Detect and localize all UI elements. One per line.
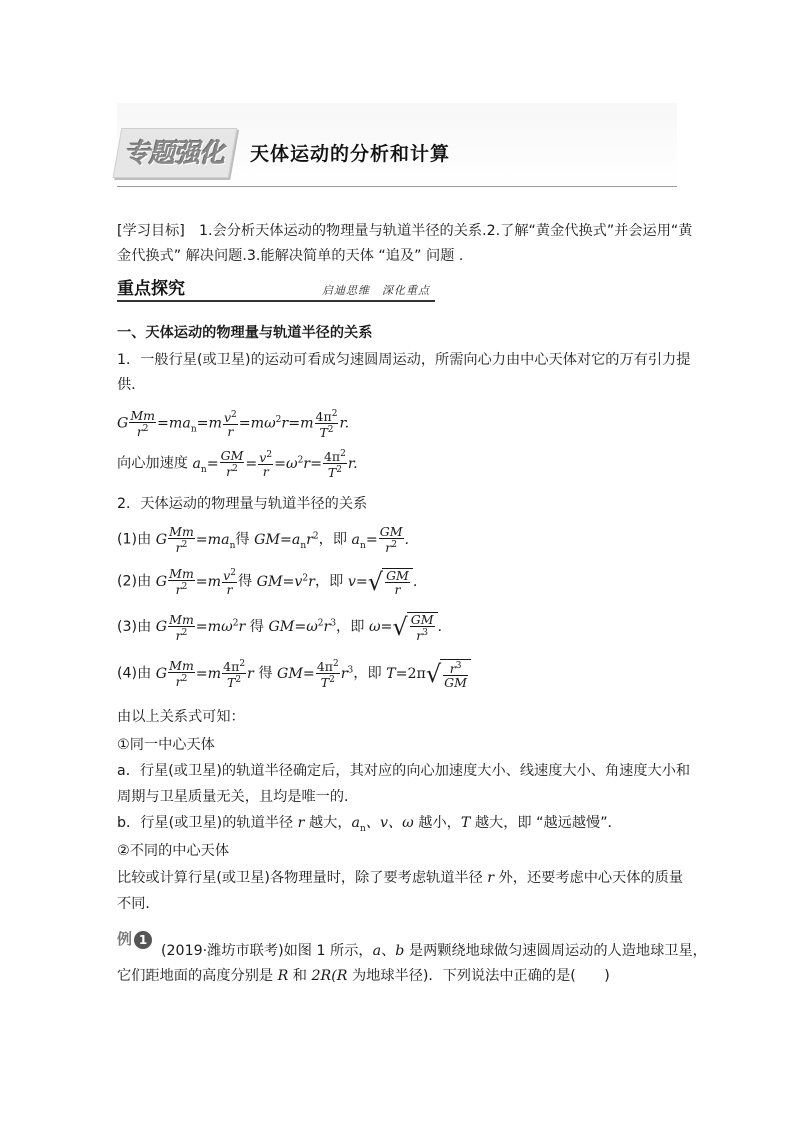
case-2-heading: ②不同的中心天体 [117, 843, 230, 859]
equation-gravitation: G $\frac{Mm}{r^2}$ $=ma_n=m$ $\frac{v^2}{r}$ $=m\omega^2r=m$ $\frac{4\pi^2}{T^2}$ r. [117, 408, 350, 441]
header-rule [117, 186, 677, 187]
example-number-badge: 1 [134, 931, 152, 949]
case-1-a-line1: a．行星(或卫星)的轨道半径确定后，其对应的向心加速度大小、线速度大小、角速度大小和 [117, 763, 691, 779]
objectives-line-1: [学习目标] 1.会分析天体运动的物理量与轨道半径的关系.2.了解“黄金代换式”并会运用“黄 [117, 223, 693, 239]
relation-2-mid: 得 [237, 573, 253, 590]
relation-1-mid: 得 [235, 531, 250, 548]
accel-label: 向心加速度 [117, 455, 188, 472]
case-2-line1-end: 外，还要考虑中心天体的质量 [498, 870, 684, 886]
case-2-line1: 比较或计算行星(或卫星)各物理量时，除了要考虑轨道半径 r 外，还要考虑中心天体的质量 [117, 870, 684, 886]
relation-1-prefix: (1)由 [117, 531, 152, 548]
case-2-line1-pre: 比较或计算行星(或卫星)各物理量时，除了要考虑轨道半径 [117, 870, 483, 886]
case-1-heading: ①同一中心天体 [117, 737, 215, 753]
example-label-text: 例 [117, 930, 133, 948]
case-2-line2: 不同． [117, 896, 160, 912]
part1-p1-line2: 供． [117, 377, 146, 393]
example-line2-pre: 它们距地面的高度分别是 [117, 968, 274, 984]
conclusion-intro: 由以上关系式可知： [117, 709, 245, 725]
case-1-b: b．行星(或卫星)的轨道半径 r 越大，$a_n$、v、ω 越小，T 越大，即 “越远越慢”． [117, 815, 622, 834]
relation-2: (2)由 G $\frac{Mm}{r^2}$ =m $\frac{v^2}{r}$ 得 $GM=v^2r$，即 v=√ $\frac{GM}{r}$ . [117, 566, 418, 598]
example-line1-end: 是两颗绕地球做匀速圆周运动的人造地球卫星， [408, 943, 707, 959]
case-1-b-mid2: 越小， [418, 815, 461, 831]
section-rule [117, 300, 435, 302]
example-line2-mid2: 为地球半径)．下列说法中正确的是( ) [351, 968, 610, 984]
case-1-b-end: 越大，即 “越远越慢”． [474, 815, 622, 831]
section-tag: 启迪思维 深化重点 [322, 284, 430, 297]
relation-3: (3)由 G $\frac{Mm}{r^2}$ $=m\omega^2r$ 得 $GM=\omega^2r^3$，即 ω=√ $\frac{GM}{r^3}$ . [117, 611, 443, 644]
objectives-line-2: 金代换式” 解决问题.3.能解决简单的天体 “追及” 问题 . [117, 248, 464, 264]
example-line1: (2019·潍坊市联考)如图 1 所示，a、b 是两颗绕地球做匀速圆周运动的人造地球卫星， [161, 943, 707, 959]
relation-3-then: ，即 [336, 619, 365, 636]
section-title: 重点探究 [117, 279, 185, 299]
equation-acceleration: 向心加速度 $a_n=$ $\frac{GM}{r^2}$ = $\frac{v^2}{r}$ $=\omega^2r=$ $\frac{4\pi^2}{T^2}$ r. [117, 448, 358, 481]
relation-3-prefix: (3)由 [117, 619, 152, 636]
relation-1: (1)由 G $\frac{Mm}{r^2}$ $=ma_n$得 $GM=a_nr^2$，即 $a_n=$ $\frac{GM}{r^2}$ . [117, 524, 410, 556]
part1-p2: 2．天体运动的物理量与轨道半径的关系 [117, 496, 368, 512]
case-1-b-mid: 越大， [308, 815, 352, 831]
example-line2: 它们距地面的高度分别是 R 和 2R(R 为地球半径)．下列说法中正确的是( ) [117, 968, 610, 984]
case-1-b-pre: b．行星(或卫星)的轨道半径 [117, 815, 294, 831]
page-title: 天体运动的分析和计算 [250, 143, 451, 165]
relation-3-mid: 得 [249, 619, 264, 636]
part1-p1-line1: 1．一般行星(或卫星)的运动可看成匀速圆周运动，所需向心力由中心天体对它的万有引力提 [117, 352, 691, 368]
part1-heading: 一、天体运动的物理量与轨道半径的关系 [117, 325, 373, 341]
case-1-a-line2: 周期与卫星质量无关，且均是唯一的． [117, 789, 359, 805]
relation-4: (4)由 G $\frac{Mm}{r^2}$ =m $\frac{4\pi^2}{T^2}$ r 得 GM= $\frac{4\pi^2}{T^2}$ $r^3$，即 T=2π√ $\frac{r^3}{GM}$ [117, 658, 682, 694]
relation-1-then: ，即 [318, 531, 348, 548]
example-line1-pre: (2019·潍坊市联考)如图 1 所示， [161, 943, 373, 959]
topic-badge-text: 专题强化 [124, 139, 225, 169]
relation-2-prefix: (2)由 [117, 573, 152, 590]
relation-4-then: ，即 [353, 665, 382, 682]
relation-2-then: ，即 [314, 573, 344, 590]
relation-4-prefix: (4)由 [117, 665, 152, 682]
relation-4-mid: 得 [258, 665, 273, 682]
example-line2-mid: 和 [292, 968, 307, 984]
